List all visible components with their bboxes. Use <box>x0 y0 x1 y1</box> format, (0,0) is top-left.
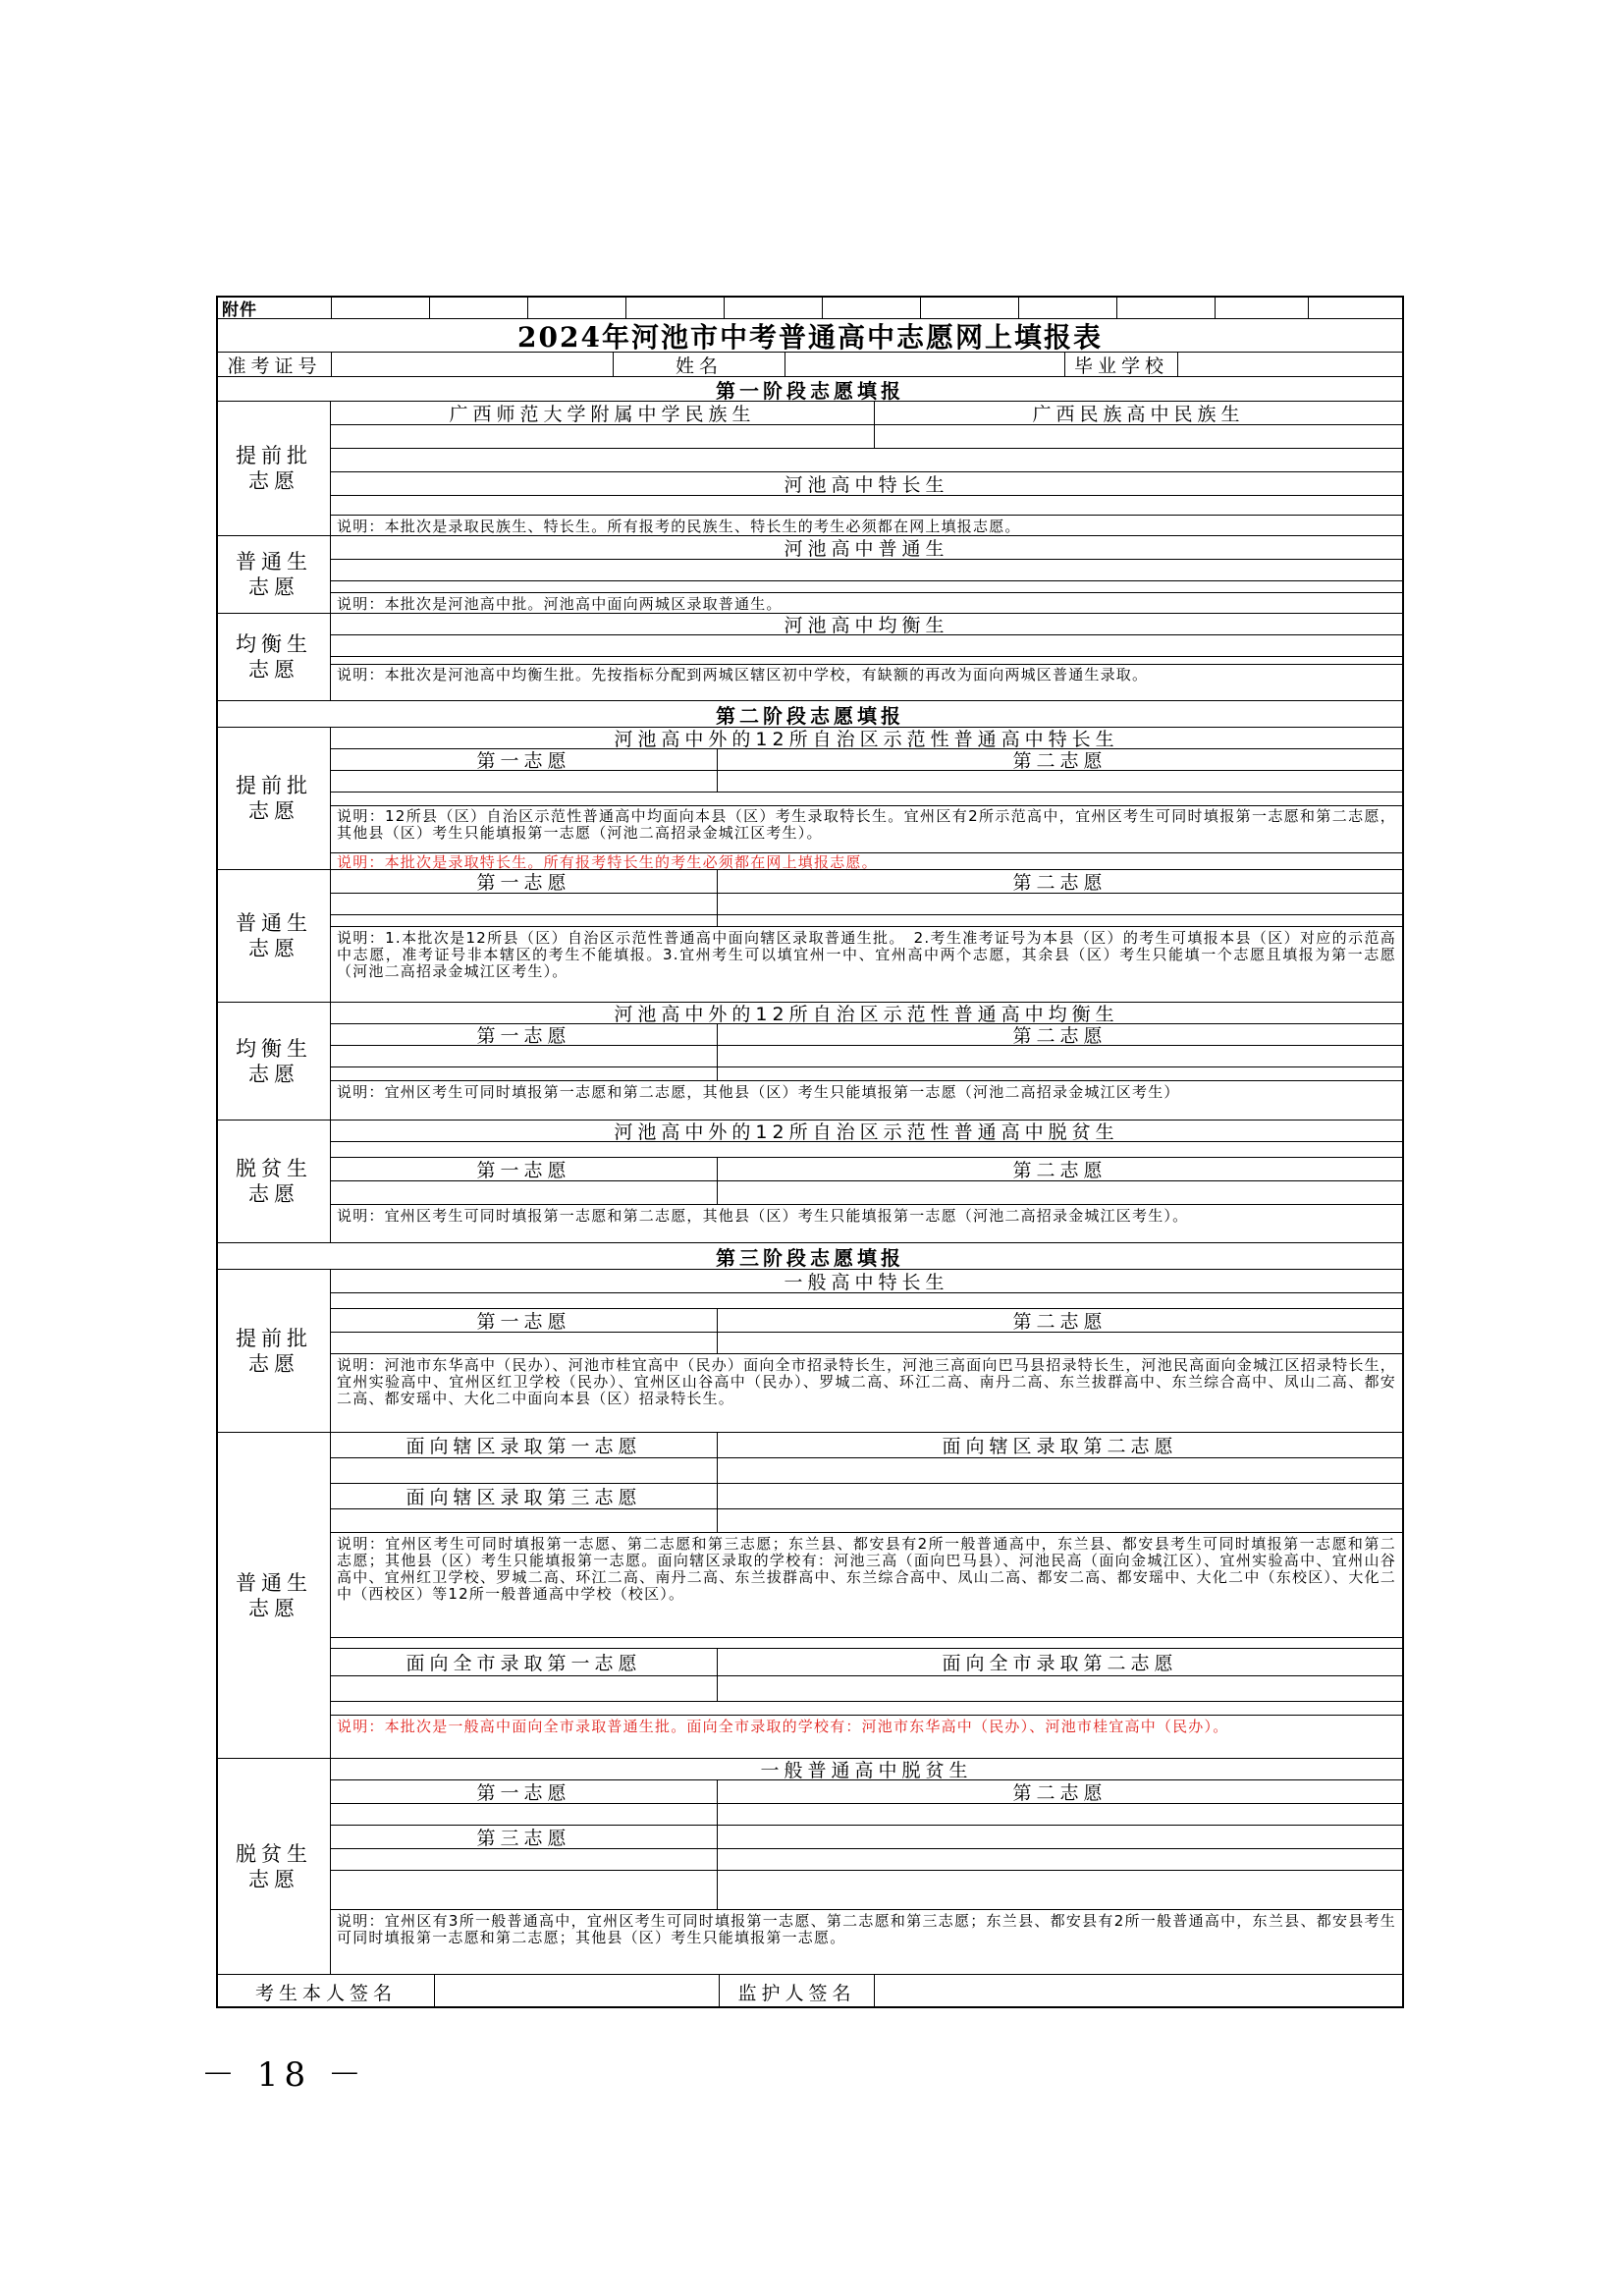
stage1-early-note: 说明：本批次是录取民族生、特长生。所有报考的民族生、特长生的考生必须都在网上填报志愿。 <box>337 518 1021 535</box>
stage2-early-block <box>218 728 1402 870</box>
name-field[interactable] <box>784 353 1064 376</box>
stage3-poverty-second-label: 第二志愿 <box>717 1780 1402 1803</box>
stage1-opt-hechi-special: 河池高中特长生 <box>784 474 949 496</box>
stage2-balanced-second-field[interactable] <box>717 1046 1402 1066</box>
stage3-poverty-first-label: 第一志愿 <box>476 1782 571 1804</box>
stage3-early-first-label: 第一志愿 <box>476 1311 571 1333</box>
stage1-balanced-block <box>218 614 1402 701</box>
stage1-opt-gxnu: 广西师范大学附属中学民族生 <box>449 404 756 425</box>
stage2-general-second-label: 第二志愿 <box>717 870 1402 893</box>
stage3-early-block <box>218 1270 1402 1433</box>
stage2-early-first-label: 第一志愿 <box>476 750 571 772</box>
stage3-city-second-label: 面向全市录取第二志愿 <box>717 1649 1402 1675</box>
stage2-balanced-first-label: 第一志愿 <box>476 1025 571 1047</box>
stage3-general-block <box>218 1433 1402 1759</box>
stage3-district-first-label: 面向辖区录取第一志愿 <box>406 1436 642 1457</box>
stage1-early-spacer <box>331 449 1402 472</box>
stage2-early-title: 河池高中外的12所自治区示范性普通高中特长生 <box>614 729 1119 750</box>
stage3-poverty-note: 说明：宜州区有3所一般普通高中，宜州区考生可同时填报第一志愿、第二志愿和第三志愿；东兰县、都安县有2所一般普通高中，东兰县、都安县考生可同时填报第一志愿和第二志愿；其他县（区）考生只能填报第一志愿。 <box>337 1912 1396 1946</box>
stage3-district-second-field[interactable] <box>717 1458 1402 1483</box>
stage1-balanced-field[interactable] <box>331 635 1402 657</box>
stage3-district-third-field[interactable] <box>717 1484 1402 1508</box>
stage1-balanced-note: 说明：本批次是河池高中均衡生批。先按指标分配到两城区辖区初中学校，有缺额的再改为面向两城区普通生录取。 <box>337 666 1149 683</box>
stage3-city-second-field[interactable] <box>717 1676 1402 1701</box>
stage2-balanced-label: 均衡生 志愿 <box>236 1036 312 1086</box>
stage1-early-label <box>218 402 331 535</box>
student-sign-label: 考生本人签名 <box>254 1982 397 2004</box>
stage3-district-first-field[interactable] <box>331 1458 717 1483</box>
exam-no-field[interactable] <box>331 353 613 376</box>
application-form-table <box>216 296 1404 2008</box>
stage1-balanced-label: 均衡生 志愿 <box>236 632 312 682</box>
stage1-early-label-text: 提前批 志愿 <box>236 444 312 493</box>
school-field[interactable] <box>1177 353 1402 376</box>
stage3-early-second-field[interactable] <box>717 1333 1402 1353</box>
stage2-poverty-title: 河池高中外的12所自治区示范性普通高中脱贫生 <box>614 1121 1119 1143</box>
stage1-opt-hechi-general: 河池高中普通生 <box>784 538 949 560</box>
school-label: 毕业学校 <box>1064 353 1177 376</box>
stage3-poverty-first-field[interactable] <box>331 1804 717 1825</box>
header-row <box>218 353 1402 377</box>
guardian-sign-label: 监护人签名 <box>719 1975 874 2008</box>
stage2-early-first-field[interactable] <box>331 771 717 792</box>
stage3-early-title: 一般高中特长生 <box>784 1272 949 1293</box>
stage2-poverty-first-field[interactable] <box>331 1181 717 1204</box>
stage3-poverty-third-field[interactable] <box>717 1826 1402 1848</box>
stage2-general-block <box>218 870 1402 1003</box>
stage2-poverty-second-field[interactable] <box>717 1181 1402 1204</box>
stage3-early-first-field[interactable] <box>331 1333 717 1353</box>
stage1-general-block <box>218 536 1402 614</box>
stage1-early-block <box>218 402 1402 536</box>
guardian-sign-field[interactable] <box>874 1975 1402 2008</box>
stage3-general-note: 说明：宜州区考生可同时填报第一志愿、第二志愿和第三志愿；东兰县、都安县有2所一般普通高中，东兰县、都安县考生可同时填报第一志愿和第二志愿；其他县（区）考生只能填报第一志愿。面向辖区录取的学校有：河池三高（面向巴马县）、河池民高（面向金城江区）、宜州实验高中、宜州山谷高中、宜州红卫学校、罗城二高、环江二高、南丹二高、东兰拔群高中、东兰综合高中、凤山二高、都安二高、都安瑶中、大化二中（东校区）、大化二中（西校区）等12所一般普通高中学校（校区）。 <box>337 1535 1396 1603</box>
stage1-opt-gxnu-field[interactable] <box>331 425 874 448</box>
stage2-early-second-label: 第二志愿 <box>717 749 1402 770</box>
stage3-city-first-field[interactable] <box>331 1676 717 1701</box>
stage2-general-first-label: 第一志愿 <box>476 872 571 894</box>
stage2-poverty-label: 脱贫生 志愿 <box>236 1157 312 1206</box>
stage1-opt-gxmz-field[interactable] <box>874 425 1402 448</box>
stage2-early-second-field[interactable] <box>717 771 1402 792</box>
stage1-opt-hechi-special-field[interactable] <box>331 496 1402 516</box>
stage3-poverty-third-label: 第三志愿 <box>476 1828 571 1849</box>
stage3-general-label: 普通生 志愿 <box>236 1570 312 1620</box>
stage2-balanced-title: 河池高中外的12所自治区示范性普通高中均衡生 <box>614 1004 1119 1025</box>
stage2-poverty-second-label: 第二志愿 <box>717 1158 1402 1180</box>
stage2-balanced-note: 说明：宜州区考生可同时填报第一志愿和第二志愿，其他县（区）考生只能填报第一志愿（河池二高招录金城江区考生） <box>337 1083 1180 1101</box>
stage2-balanced-block <box>218 1003 1402 1121</box>
stage3-poverty-title: 一般普通高中脱贫生 <box>760 1760 973 1781</box>
stage3-district-third-label: 面向辖区录取第三志愿 <box>406 1487 642 1508</box>
stage3-poverty-label: 脱贫生 志愿 <box>236 1841 312 1891</box>
stage2-heading: 第二阶段志愿填报 <box>218 701 1402 728</box>
stage2-general-first-field[interactable] <box>331 894 717 914</box>
stage3-early-second-label: 第二志愿 <box>717 1309 1402 1332</box>
stage2-poverty-block <box>218 1121 1402 1243</box>
stage2-balanced-second-label: 第二志愿 <box>717 1024 1402 1045</box>
attachment-label: 附件 <box>222 301 257 320</box>
stage3-general-note-red: 说明：本批次是一般高中面向全市录取普通生批。面向全市录取的学校有：河池市东华高中（民办）、河池市桂宜高中（民办）。 <box>337 1718 1229 1735</box>
stage2-early-note-red: 说明：本批次是录取特长生。所有报考特长生的考生必须都在网上填报志愿。 <box>331 852 1402 869</box>
stage2-general-label: 普通生 志愿 <box>236 911 312 960</box>
stage2-general-note: 说明：1.本批次是12所县（区）自治区示范性普通高中面向辖区录取普通生批。 2.考生准考证号为本县（区）的考生可填报本县（区）对应的示范高中志愿，准考证号非本辖区的考生不能填报。3.宜州考生可以填宜州一中、宜州高中两个志愿，其余县（区）考生只能填一个志愿且填报为第一志愿（河池二高招录金城江区考生）。 <box>337 929 1396 980</box>
stage2-balanced-first-field[interactable] <box>331 1046 717 1066</box>
stage3-early-note: 说明：河池市东华高中（民办）、河池市桂宜高中（民办）面向全市招录特长生，河池三高面向巴马县招录特长生，河池民高面向金城江区招录特长生，宜州实验高中、宜州区红卫学校（民办）、宜州区山谷高中（民办）、罗城二高、环江二高、南丹二高、东兰拔群高中、东兰综合高中、凤山二高、都安二高、都安瑶中、大化二中面向本县（区）招录特长生。 <box>337 1356 1396 1407</box>
stage2-early-note: 说明：12所县（区）自治区示范性普通高中均面向本县（区）考生录取特长生。宜州区有2所示范高中，宜州区考生可同时填报第一志愿和第二志愿，其他县（区）考生只能填报第一志愿（河池二高招录金城江区考生）。 <box>337 807 1396 842</box>
stage3-poverty-second-field[interactable] <box>717 1804 1402 1825</box>
name-label: 姓名 <box>613 353 784 376</box>
stage3-heading: 第三阶段志愿填报 <box>218 1243 1402 1270</box>
student-sign-field[interactable] <box>434 1975 719 2008</box>
form-title: 2024年河池市中考普通高中志愿网上填报表 <box>517 320 1103 354</box>
stage2-early-label: 提前批 志愿 <box>236 774 312 823</box>
title-row <box>218 319 1402 353</box>
stage1-general-note: 说明：本批次是河池高中批。河池高中面向两城区录取普通生。 <box>337 595 783 613</box>
page-number: － 18 － <box>201 2055 367 2095</box>
stage1-general-field[interactable] <box>331 560 1402 581</box>
stage2-poverty-note: 说明：宜州区考生可同时填报第一志愿和第二志愿，其他县（区）考生只能填报第一志愿（河池二高招录金城江区考生）。 <box>337 1207 1189 1225</box>
stage1-opt-gxmz: 广西民族高中民族生 <box>874 402 1402 424</box>
stage1-heading: 第一阶段志愿填报 <box>218 377 1402 402</box>
stage2-general-second-field[interactable] <box>717 894 1402 914</box>
exam-no-label: 准考证号 <box>227 355 322 377</box>
signature-row <box>218 1975 1402 2008</box>
stage3-city-first-label: 面向全市录取第一志愿 <box>406 1653 642 1674</box>
stage2-poverty-first-label: 第一志愿 <box>476 1160 571 1181</box>
stage3-early-label: 提前批 志愿 <box>236 1326 312 1376</box>
stage3-poverty-block <box>218 1759 1402 1975</box>
stage1-general-label: 普通生 志愿 <box>236 550 312 599</box>
stage3-district-second-label: 面向辖区录取第二志愿 <box>717 1433 1402 1457</box>
stage1-opt-hechi-balanced: 河池高中均衡生 <box>784 615 949 636</box>
